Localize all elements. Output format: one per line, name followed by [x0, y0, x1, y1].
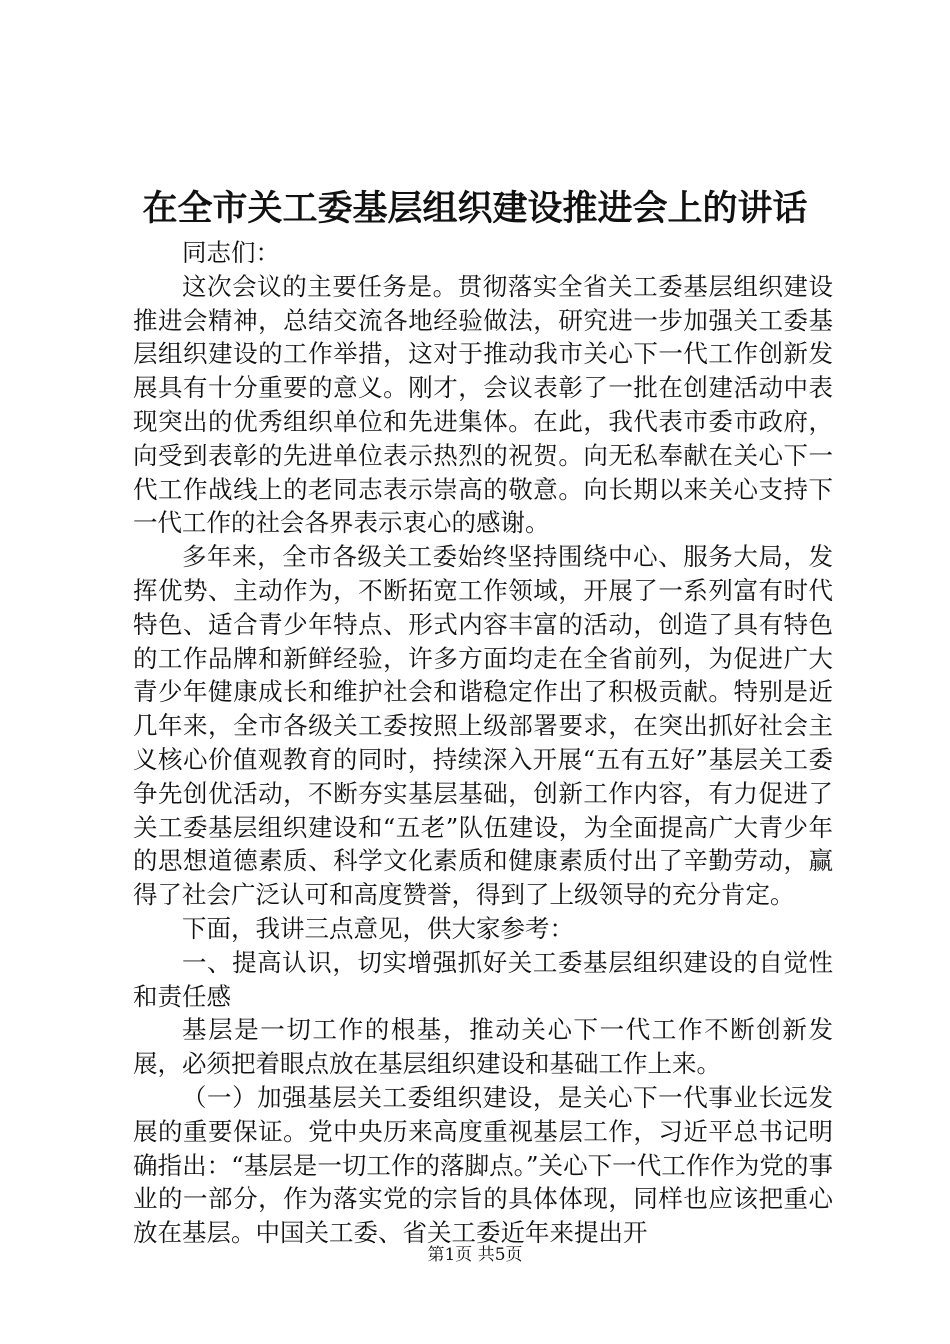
body-paragraph: 基层是一切工作的根基，推动关心下一代工作不断创新发展，必须把着眼点放在基层组织建设和基础工作上来。 — [133, 1015, 833, 1079]
body-paragraph: 多年来，全市各级关工委始终坚持围绕中心、服务大局，发挥优势、主动作为，不断拓宽工作领域，开展了一系列富有时代特色、适合青少年特点、形式内容丰富的活动，创造了具有特色的工作品牌和新鲜经验，许多方面均走在全省前列，为促进广大青少年健康成长和维护社会和谐稳定作出了积极贡献。特别是近几年来，全市各级关工委按照上级部署要求，在突出抓好社会主义核心价值观教育的同时，持续深入开展“五有五好”基层关工委争先创优活动，不断夯实基层基础，创新工作内容，有力促进了关工委基层组织建设和“五老”队伍建设，为全面提高广大青少年的思想道德素质、科学文化素质和健康素质付出了辛勤劳动，赢得了社会广泛认可和高度赞誉，得到了上级领导的充分肯定。 — [133, 542, 833, 910]
body-paragraph: 下面，我讲三点意见，供大家参考： — [182, 913, 574, 943]
page-footer: 第1页 共5页 — [427, 1245, 523, 1265]
body-paragraph: （一）加强基层关工委组织建设，是关心下一代事业长远发展的重要保证。党中央历来高度重视基层工作，习近平总书记明确指出：“基层是一切工作的落脚点。”关心下一代工作作为党的事业的一部分，作为落实党的宗旨的具体体现，同样也应该把重心放在基层。中国关工委、省关工委近年来提出开 — [133, 1082, 833, 1248]
section-heading: 一、提高认识，切实增强抓好关工委基层组织建设的自觉性和责任感 — [133, 947, 833, 1011]
document-body — [133, 236, 833, 1250]
document-title: 在全市关工委基层组织建设推进会上的讲话 — [142, 188, 808, 229]
body-paragraph: 这次会议的主要任务是。贯彻落实全省关工委基层组织建设推进会精神，总结交流各地经验做法，研究进一步加强关工委基层组织建设的工作举措，这对于推动我市关心下一代工作创新发展具有十分重要的意义。刚才，会议表彰了一批在创建活动中表现突出的优秀组织单位和先进集体。在此，我代表市委市政府，向受到表彰的先进单位表示热烈的祝贺。向无私奉献在关心下一代工作战线上的老同志表示崇高的敬意。向长期以来关心支持下一代工作的社会各界表示衷心的感谢。 — [133, 271, 833, 538]
salutation-paragraph: 同志们： — [182, 238, 280, 267]
